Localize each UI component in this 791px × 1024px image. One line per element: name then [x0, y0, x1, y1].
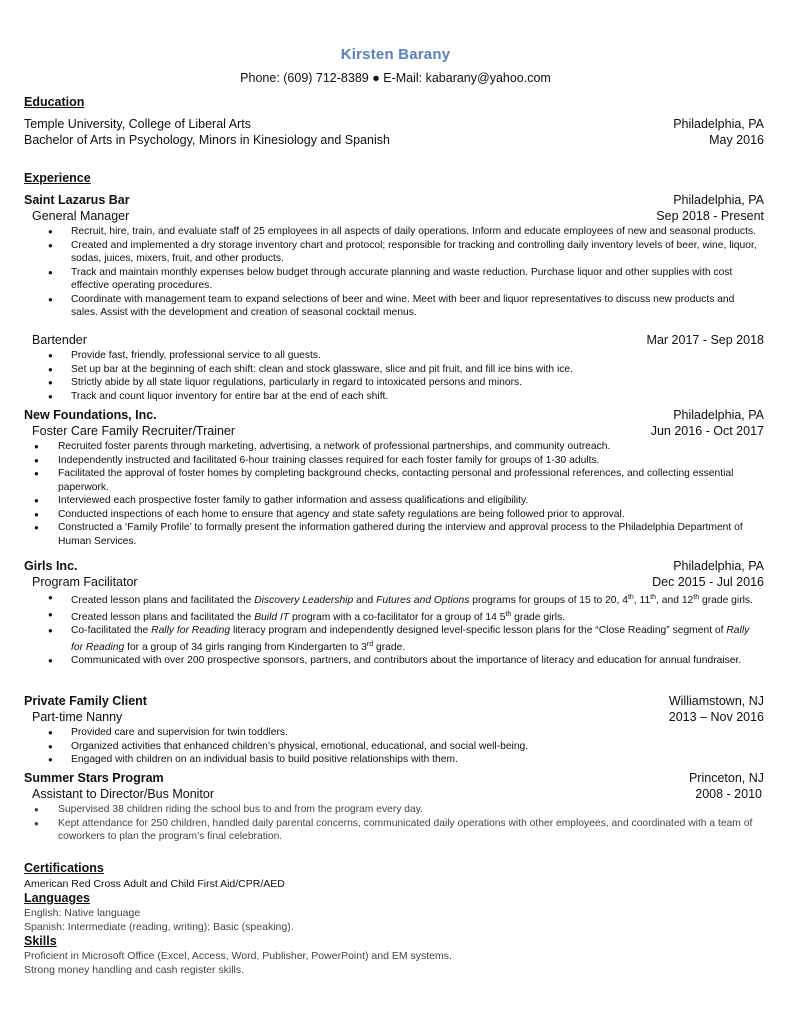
degree-date: May 2016	[709, 133, 764, 147]
list-item: ● Facilitated the approval of foster homes by completing background checks, contacting personal and professional references, and collecting essential paperwork.	[34, 468, 734, 493]
school-location: Philadelphia, PA	[673, 117, 764, 131]
bullet-icon: ●	[34, 805, 39, 814]
language-item: English: Native language	[24, 907, 141, 919]
bullet-list	[48, 349, 762, 403]
school-name: Temple University, College of Liberal Arts	[24, 117, 251, 131]
bullet-icon: ●	[34, 818, 39, 828]
bullet-icon: ●	[48, 593, 53, 602]
degree: Bachelor of Arts in Psychology, Minors in Kinesiology and Spanish	[24, 133, 390, 147]
bullet-icon: ●	[48, 378, 53, 387]
bullet-icon: ●	[48, 391, 53, 401]
bullet-icon: ●	[48, 227, 53, 236]
job-dates: 2008 - 2010	[695, 787, 762, 801]
list-item: ● Communicated with over 200 prospective sponsors, partners, and contributors about the importance of literacy and education for annual fundraiser.	[48, 655, 742, 666]
list-item: ● Constructed a ‘Family Profile’ to formally present the information gathered during the interview and approval process to the Philadelphia Department of Human Services.	[34, 522, 743, 547]
bullet-list	[34, 803, 768, 844]
skills-heading: Skills	[24, 934, 57, 948]
bullet-icon: ●	[48, 728, 53, 737]
skill-item: Proficient in Microsoft Office (Excel, Access, Word, Publisher, PowerPoint) and EM systems.	[24, 950, 452, 962]
list-item: ● Created lesson plans and facilitated the Discovery Leadership and Futures and Options programs for groups of 15 to 20, 4th, 11th, and 12th grade girls.	[48, 593, 753, 606]
bullet-icon: ●	[48, 267, 53, 277]
job-title: Part-time Nanny	[32, 710, 123, 724]
list-item: ● Created lesson plans and facilitated the Build IT program with a co-facilitator for a group of 14 5th grade girls.	[48, 609, 566, 623]
bullet-icon: ●	[48, 656, 53, 665]
list-item: ● Track and maintain monthly expenses below budget through accurate planning and waste reduction. Purchase liquor and other supplies with cost effective operating procedures.	[48, 266, 733, 291]
bullet-icon: ●	[34, 455, 39, 465]
job-title: Foster Care Family Recruiter/Trainer	[32, 424, 236, 438]
list-item: ● Co-facilitated the Rally for Reading literacy program and independently designed level-specific lesson plans for the “Close Reading” segment of Rally for Reading for a group of 34 girls ranging from Kindergarten to 3rd grade.	[48, 625, 750, 653]
languages-heading: Languages	[24, 891, 90, 905]
experience-heading: Experience	[24, 171, 91, 185]
org-location: Philadelphia, PA	[673, 408, 764, 422]
job-dates: 2013 – Nov 2016	[668, 710, 764, 724]
list-item: ● Engaged with children on an individual basis to build positive relationships with them.	[48, 754, 458, 765]
bullet-icon: ●	[34, 523, 39, 532]
list-item: ● Track and count liquor inventory for entire bar at the end of each shift.	[48, 390, 389, 402]
bullet-icon: ●	[48, 240, 53, 250]
bullet-icon: ●	[48, 741, 53, 751]
org-name: Private Family Client	[24, 694, 147, 708]
job-dates: Dec 2015 - Jul 2016	[652, 575, 764, 589]
org-location: Williamstown, NJ	[668, 694, 764, 708]
list-item: ● Provided care and supervision for twin toddlers.	[48, 727, 288, 738]
org-name: New Foundations, Inc.	[24, 408, 157, 422]
list-item: ● Conducted inspections of each home to ensure that agency and state safety regulations are being followed prior to approval.	[34, 508, 625, 520]
bullet-icon: ●	[34, 469, 39, 478]
candidate-name: Kirsten Barany	[340, 46, 451, 63]
org-name: Girls Inc.	[24, 559, 78, 573]
bullet-icon: ●	[48, 364, 53, 374]
org-name: Saint Lazarus Bar	[24, 193, 130, 207]
list-item: ● Set up bar at the beginning of each shift: clean and stock glassware, slice and pit fruit, and fill ice bins with ice.	[48, 363, 573, 375]
job-title: General Manager	[32, 209, 130, 223]
bullet-icon: ●	[34, 496, 39, 505]
education-heading: Education	[24, 95, 85, 109]
list-item: ● Supervised 38 children riding the school bus to and from the program every day.	[34, 804, 423, 815]
list-item: ● Created and implemented a dry storage inventory chart and protocol; responsible for tracking and controlling daily inventory levels of beer, wine, liquor, sodas, juices, mixers, fruit, and other products.	[48, 239, 757, 264]
bullet-list	[48, 726, 762, 767]
org-location: Philadelphia, PA	[673, 559, 764, 573]
list-item: ● Organized activities that enhanced children’s physical, emotional, educational, and social well-being.	[48, 740, 529, 752]
list-item: ● Strictly abide by all state liquor regulations, particularly in regard to intoxicated persons and minors.	[48, 377, 523, 388]
certification-item: American Red Cross Adult and Child First Aid/CPR/AED	[24, 878, 285, 890]
list-item: ● Recruited foster parents through marketing, advertising, a network of professional partnerships, and community outreach.	[34, 441, 611, 452]
list-item: ● Recruit, hire, train, and evaluate staff of 25 employees in all aspects of daily operations. Inform and educate employees of new and seasonal products.	[48, 226, 756, 237]
job-dates: Sep 2018 - Present	[656, 209, 764, 223]
bullet-icon: ●	[34, 442, 39, 451]
certifications-heading: Certifications	[24, 861, 104, 875]
list-item: ● Provide fast, friendly, professional service to all guests.	[48, 350, 321, 361]
org-name: Summer Stars Program	[24, 771, 164, 785]
job-dates: Jun 2016 - Oct 2017	[650, 424, 764, 438]
list-item: ● Kept attendance for 250 children, handled daily parental concerns, communicated daily operations with other employees, and coordinated with a team of coworkers to plan the program’s final celebration.	[34, 817, 753, 842]
org-location: Philadelphia, PA	[673, 193, 764, 207]
skill-item: Strong money handling and cash register skills.	[24, 964, 245, 976]
bullet-icon: ●	[48, 294, 53, 304]
bullet-list	[34, 440, 768, 548]
contact-line: Phone: (609) 712-8389 ● E-Mail: kabarany@yahoo.com	[240, 71, 551, 85]
job-title: Assistant to Director/Bus Monitor	[32, 787, 215, 801]
language-item: Spanish: Intermediate (reading, writing); Basic (speaking).	[24, 921, 294, 933]
bullet-icon: ●	[34, 509, 39, 519]
job-title: Program Facilitator	[32, 575, 138, 589]
bullet-icon: ●	[48, 351, 53, 360]
job-title: Bartender	[32, 333, 87, 347]
list-item: ● Coordinate with management team to expand selections of beer and wine. Meet with beer and liquor representatives to discuss new products and sales. Assist with the development and creation of seasonal cocktail menus.	[48, 293, 735, 318]
list-item: ● Independently instructed and facilitated 6-hour training classes required for each foster family for groups of 1-30 adults.	[34, 454, 600, 466]
job-dates: Mar 2017 - Sep 2018	[646, 333, 764, 347]
bullet-icon: ●	[48, 609, 53, 619]
bullet-icon: ●	[48, 626, 53, 635]
bullet-icon: ●	[48, 755, 53, 764]
bullet-list	[48, 225, 762, 320]
org-location: Princeton, NJ	[688, 771, 764, 785]
list-item: ● Interviewed each prospective foster family to gather information and assess qualifications and eligibility.	[34, 495, 529, 506]
bullet-list	[48, 591, 762, 668]
